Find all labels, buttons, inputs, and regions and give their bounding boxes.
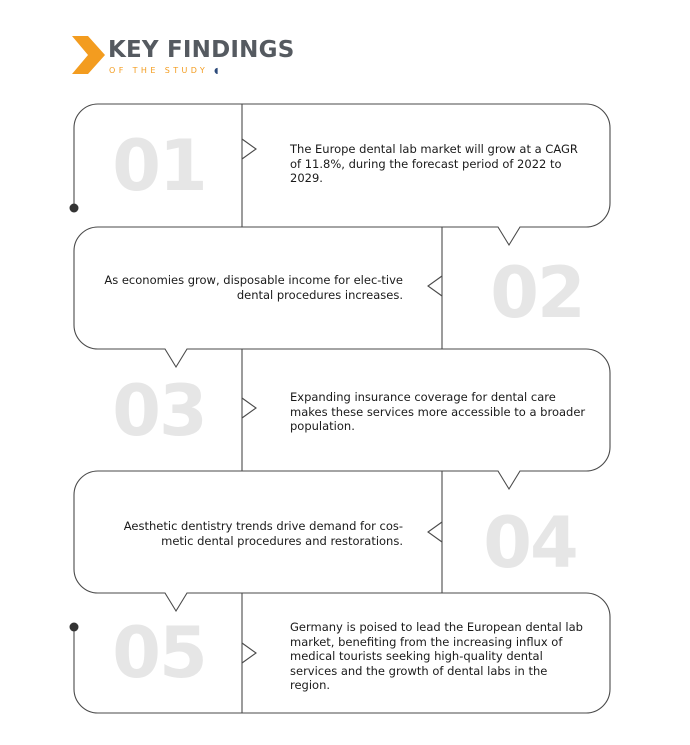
start-dot <box>70 204 79 213</box>
end-dot <box>70 623 79 632</box>
finding-text: Germany is poised to lead the European dental lab market, benefiting from the increasing influx of medical tourists seeking high-quality dental services and the growth of dental labs in the region. <box>290 620 583 692</box>
finding-number: 01 <box>112 125 206 207</box>
finding-text: Expanding insurance coverage for dental care makes these services more accessible to a broader population. <box>290 390 586 433</box>
finding-text: The Europe dental lab market will grow at a CAGR of 11.8%, during the forecast period of 2022 to 2029. <box>290 142 578 185</box>
finding-text: As economies grow, disposable income for elec-tive dental procedures increases. <box>104 273 403 302</box>
finding-number: 03 <box>112 370 206 452</box>
finding-text: Aesthetic dentistry trends drive demand for cos-metic dental procedures and restorations. <box>123 519 403 548</box>
finding-number: 05 <box>112 612 206 694</box>
finding-number: 02 <box>490 252 584 334</box>
subtitle-text: OF THE STUDY <box>109 66 209 75</box>
page-title: KEY FINDINGS <box>108 37 295 63</box>
crescent-icon: ◖ <box>214 66 219 75</box>
finding-number: 04 <box>483 502 577 584</box>
